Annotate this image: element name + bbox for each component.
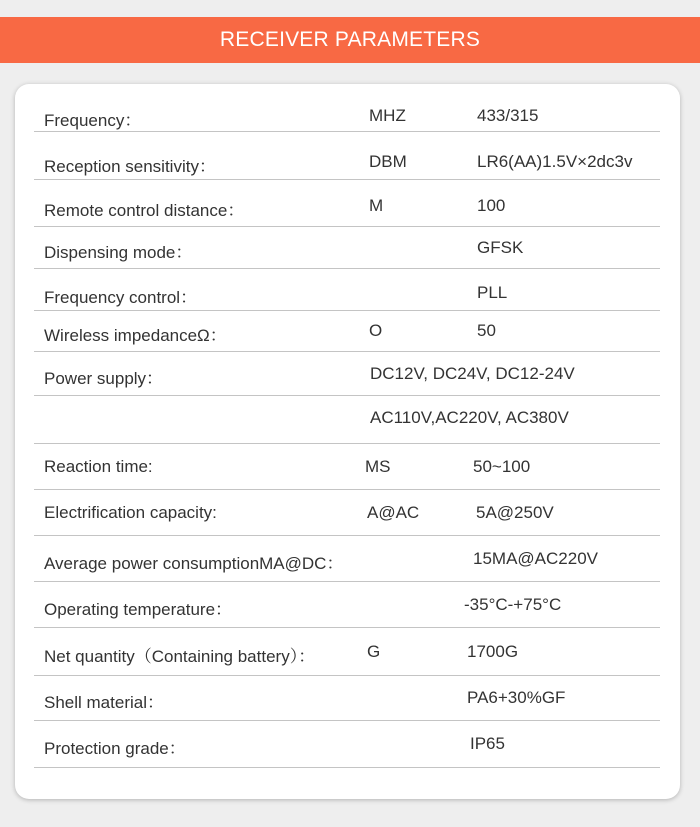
table-row <box>34 396 660 444</box>
param-value: 15MA@AC220V <box>473 549 598 568</box>
param-value: 50 <box>477 321 496 340</box>
table-row <box>34 180 660 227</box>
param-value: AC110V,AC220V, AC380V <box>370 408 569 427</box>
table-row <box>34 628 660 676</box>
param-label: Frequency control： <box>44 288 198 307</box>
param-label: Power supply： <box>44 369 164 388</box>
table-row <box>34 84 660 132</box>
param-unit: MS <box>365 457 391 476</box>
table-row <box>34 132 660 180</box>
param-label: Remote control distance： <box>44 201 245 220</box>
page-title: RECEIVER PARAMETERS <box>219 28 481 51</box>
table-row <box>34 536 660 582</box>
param-label: Electrification capacity: <box>44 503 217 522</box>
param-value: 100 <box>477 196 506 215</box>
param-value: PLL <box>477 283 508 302</box>
param-label: Dispensing mode： <box>44 243 193 262</box>
param-label: Average power consumptionMA@DC： <box>44 554 344 573</box>
param-value: GFSK <box>477 238 524 257</box>
parameters-card <box>15 84 680 799</box>
table-row <box>34 490 660 536</box>
param-label: Frequency： <box>44 111 142 130</box>
param-label: Wireless impedanceΩ： <box>44 326 227 345</box>
param-value: DC12V, DC24V, DC12-24V <box>370 364 575 383</box>
param-value: IP65 <box>470 734 505 753</box>
param-label: Protection grade： <box>44 739 186 758</box>
param-value: 433/315 <box>477 106 539 125</box>
table-row <box>34 227 660 269</box>
param-value: -35°C-+75°C <box>464 595 562 614</box>
param-unit: MHZ <box>369 106 406 125</box>
param-label: Net quantity（Containing battery）： <box>44 647 316 666</box>
header-banner <box>0 17 700 63</box>
param-value: PA6+30%GF <box>467 688 566 707</box>
table-row <box>34 676 660 721</box>
param-value: 5A@250V <box>476 503 554 522</box>
param-label: Reception sensitivity： <box>44 157 216 176</box>
param-value: 1700G <box>467 642 519 661</box>
param-unit: G <box>367 642 381 661</box>
param-value: LR6(AA)1.5V×2dc3v <box>477 152 633 171</box>
table-row <box>34 269 660 311</box>
table-row <box>34 311 660 352</box>
table-row <box>34 582 660 628</box>
table-row <box>34 721 660 768</box>
param-label: Reaction time: <box>44 457 153 476</box>
param-unit: DBM <box>369 152 407 171</box>
param-value: 50~100 <box>473 457 531 476</box>
param-unit: M <box>369 196 384 215</box>
param-unit: O <box>369 321 383 340</box>
table-row <box>34 444 660 490</box>
table-row <box>34 352 660 396</box>
param-label: Operating temperature： <box>44 600 233 619</box>
param-unit: A@AC <box>367 503 420 522</box>
param-label: Shell material： <box>44 693 164 712</box>
